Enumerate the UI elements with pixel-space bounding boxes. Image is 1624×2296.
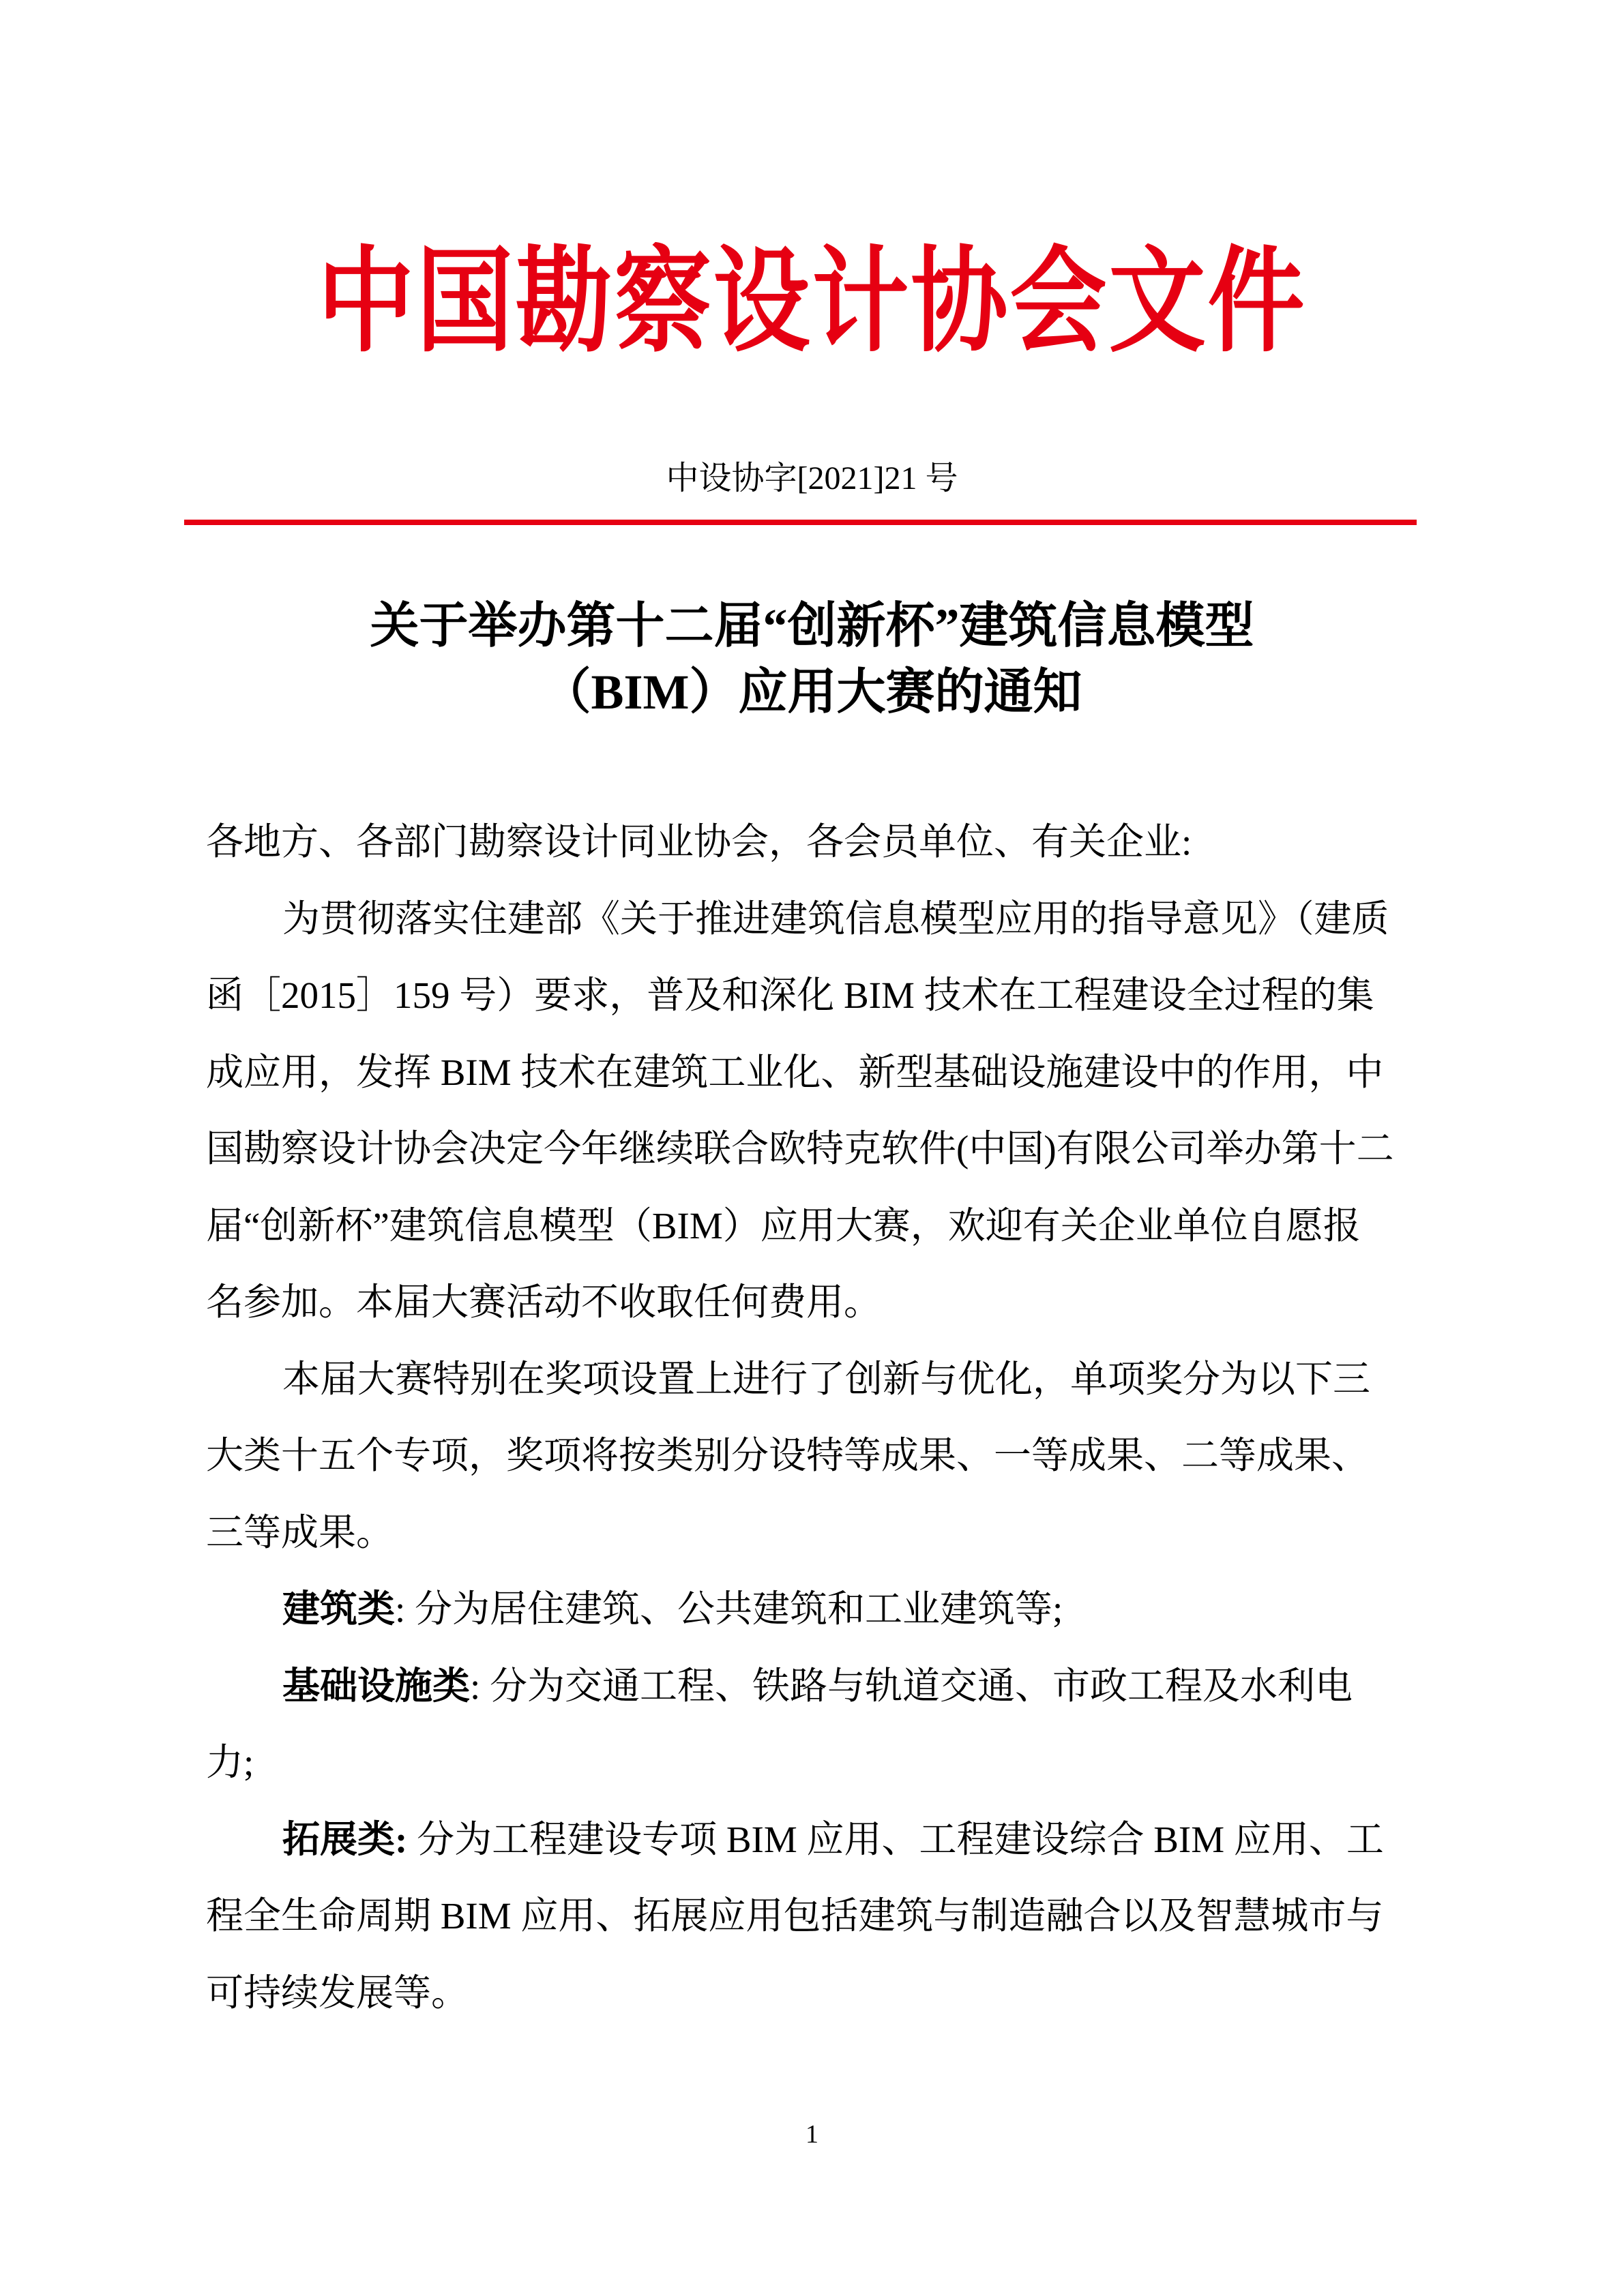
paragraph-line: 三等成果。: [206, 1512, 394, 1553]
page-number: 1: [806, 2120, 818, 2149]
notice-title-line-1: 关于举办第十二届“创新杯”建筑信息模型: [370, 599, 1254, 653]
notice-title-line-2: （BIM）应用大赛的通知: [542, 665, 1082, 719]
category-text: : 分为居住建筑、公共建筑和工业建筑等;: [395, 1588, 1063, 1630]
paragraph-line: 本届大赛特别在奖项设置上进行了创新与优化，单项奖分为以下三: [282, 1358, 1371, 1400]
document-number: 中设协字[2021]21 号: [666, 460, 958, 496]
paragraph-line: 名参加。本届大赛活动不收取任何费用。: [206, 1281, 882, 1323]
salutation: 各地方、各部门勘察设计同业协会，各会员单位、有关企业:: [206, 821, 1192, 863]
category-label: 建筑类: [282, 1588, 396, 1630]
category-text: 分为工程建设专项 BIM 应用、工程建设综合 BIM 应用、工: [407, 1819, 1384, 1860]
paragraph-line: 程全生命周期 BIM 应用、拓展应用包括建筑与制造融合以及智慧城市与: [206, 1895, 1384, 1937]
org-letterhead-title: 中国勘察设计协会文件: [317, 238, 1307, 366]
paragraph-line: 力;: [206, 1742, 254, 1783]
red-separator-line: [184, 520, 1417, 525]
paragraph-line: 可持续发展等。: [206, 1972, 469, 2014]
paragraph-line: 大类十五个专项，奖项将按类别分设特等成果、一等成果、二等成果、: [206, 1435, 1370, 1476]
paragraph-line: 成应用，发挥 BIM 技术在建筑工业化、新型基础设施建设中的作用，中: [206, 1052, 1384, 1093]
paragraph-line: 国勘察设计协会决定今年继续联合欧特克软件(中国)有限公司举办第十二: [206, 1128, 1394, 1169]
category-infrastructure: [282, 1659, 1353, 1714]
paragraph-line: 为贯彻落实住建部《关于推进建筑信息模型应用的指导意见》（建质: [282, 898, 1389, 940]
paragraph-line: 函［2015］159 号）要求，普及和深化 BIM 技术在工程建设全过程的集: [206, 974, 1374, 1016]
category-label: 基础设施类: [282, 1665, 471, 1707]
category-building: [282, 1582, 1063, 1637]
paragraph-line: 届“创新杯”建筑信息模型（BIM）应用大赛，欢迎有关企业单位自愿报: [206, 1205, 1361, 1247]
category-extension: [282, 1813, 1384, 1867]
category-text: : 分为交通工程、铁路与轨道交通、市政工程及水利电: [470, 1665, 1353, 1707]
category-label: 拓展类:: [282, 1819, 408, 1860]
